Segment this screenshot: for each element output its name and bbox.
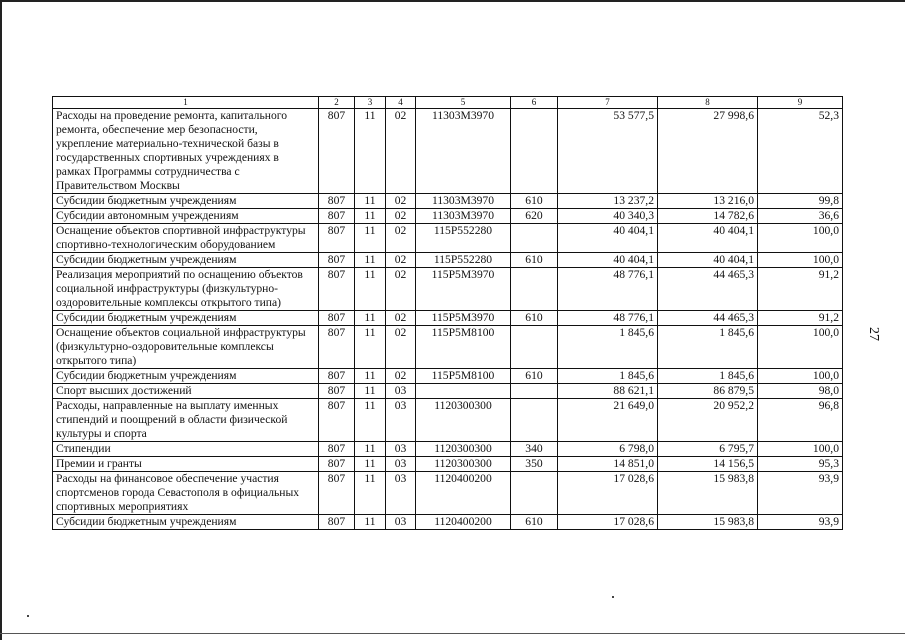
scan-speck xyxy=(27,615,29,617)
expense-name-cell: Субсидии бюджетным учреждениям xyxy=(53,369,319,384)
subsection-code-cell: 03 xyxy=(386,515,416,530)
section-code-cell: 11 xyxy=(355,399,386,442)
expense-type-cell: 610 xyxy=(511,253,558,268)
table-row xyxy=(53,326,843,369)
expense-type-cell: 620 xyxy=(511,209,558,224)
expense-type-cell: 610 xyxy=(511,515,558,530)
admin-code-cell: 807 xyxy=(319,515,355,530)
execution-percent-cell: 96,8 xyxy=(758,399,843,442)
expense-type-cell xyxy=(511,224,558,253)
expense-name-cell: Расходы на финансовое обеспечение участия спортсменов города Севастополя в официальных спортивных мероприятиях xyxy=(53,472,319,515)
scan-speck xyxy=(612,596,614,598)
executed-amount-cell: 14 156,5 xyxy=(658,457,758,472)
expense-name-cell: Оснащение объектов социальной инфраструктуры (физкультурно-оздоровительные комплексы открытого типа) xyxy=(53,326,319,369)
table-row xyxy=(53,194,843,209)
execution-percent-cell: 93,9 xyxy=(758,515,843,530)
admin-code-cell: 807 xyxy=(319,442,355,457)
executed-amount-cell: 1 845,6 xyxy=(658,369,758,384)
execution-percent-cell: 100,0 xyxy=(758,442,843,457)
expense-name-cell: Стипендии xyxy=(53,442,319,457)
execution-percent-cell: 98,0 xyxy=(758,384,843,399)
executed-amount-cell: 14 782,6 xyxy=(658,209,758,224)
table-row xyxy=(53,109,843,194)
approved-amount-cell: 21 649,0 xyxy=(558,399,658,442)
section-code-cell: 11 xyxy=(355,224,386,253)
section-code-cell: 11 xyxy=(355,369,386,384)
executed-amount-cell: 40 404,1 xyxy=(658,224,758,253)
executed-amount-cell: 86 879,5 xyxy=(658,384,758,399)
executed-amount-cell: 40 404,1 xyxy=(658,253,758,268)
expense-name-cell: Субсидии бюджетным учреждениям xyxy=(53,311,319,326)
section-code-cell: 11 xyxy=(355,472,386,515)
subsection-code-cell: 03 xyxy=(386,442,416,457)
target-article-cell: 1120300300 xyxy=(416,442,511,457)
executed-amount-cell: 15 983,8 xyxy=(658,515,758,530)
subsection-code-cell: 03 xyxy=(386,399,416,442)
expense-name-cell: Премии и гранты xyxy=(53,457,319,472)
approved-amount-cell: 14 851,0 xyxy=(558,457,658,472)
expense-name-cell: Реализация мероприятий по оснащению объектов социальной инфраструктуры (физкультурно-оздоровительные комплексы открытого типа) xyxy=(53,268,319,311)
page-number: 27 xyxy=(866,327,881,341)
execution-percent-cell: 91,2 xyxy=(758,268,843,311)
execution-percent-cell: 100,0 xyxy=(758,253,843,268)
subsection-code-cell: 02 xyxy=(386,311,416,326)
approved-amount-cell: 40 404,1 xyxy=(558,253,658,268)
approved-amount-cell: 48 776,1 xyxy=(558,268,658,311)
table-row xyxy=(53,399,843,442)
column-header: 9 xyxy=(758,97,843,109)
table-row xyxy=(53,515,843,530)
executed-amount-cell: 27 998,6 xyxy=(658,109,758,194)
expense-type-cell: 610 xyxy=(511,369,558,384)
approved-amount-cell: 6 798,0 xyxy=(558,442,658,457)
section-code-cell: 11 xyxy=(355,384,386,399)
approved-amount-cell: 17 028,6 xyxy=(558,515,658,530)
admin-code-cell: 807 xyxy=(319,384,355,399)
subsection-code-cell: 02 xyxy=(386,224,416,253)
budget-table xyxy=(52,96,843,530)
executed-amount-cell: 13 216,0 xyxy=(658,194,758,209)
section-code-cell: 11 xyxy=(355,457,386,472)
scan-frame-bottom xyxy=(0,633,905,634)
approved-amount-cell: 17 028,6 xyxy=(558,472,658,515)
approved-amount-cell: 88 621,1 xyxy=(558,384,658,399)
subsection-code-cell: 02 xyxy=(386,268,416,311)
target-article-cell: 115P5М3970 xyxy=(416,311,511,326)
target-article-cell: 1120400200 xyxy=(416,472,511,515)
expense-name-cell: Субсидии автономным учреждениям xyxy=(53,209,319,224)
admin-code-cell: 807 xyxy=(319,224,355,253)
approved-amount-cell: 40 340,3 xyxy=(558,209,658,224)
column-header: 8 xyxy=(658,97,758,109)
subsection-code-cell: 02 xyxy=(386,194,416,209)
expense-name-cell: Спорт высших достижений xyxy=(53,384,319,399)
expense-type-cell xyxy=(511,109,558,194)
approved-amount-cell: 1 845,6 xyxy=(558,326,658,369)
table-row xyxy=(53,311,843,326)
approved-amount-cell: 40 404,1 xyxy=(558,224,658,253)
admin-code-cell: 807 xyxy=(319,311,355,326)
column-header: 4 xyxy=(386,97,416,109)
subsection-code-cell: 02 xyxy=(386,109,416,194)
expense-type-cell: 610 xyxy=(511,194,558,209)
execution-percent-cell: 93,9 xyxy=(758,472,843,515)
approved-amount-cell: 48 776,1 xyxy=(558,311,658,326)
section-code-cell: 11 xyxy=(355,311,386,326)
admin-code-cell: 807 xyxy=(319,326,355,369)
target-article-cell: 115P5М8100 xyxy=(416,369,511,384)
executed-amount-cell: 15 983,8 xyxy=(658,472,758,515)
table-row xyxy=(53,253,843,268)
admin-code-cell: 807 xyxy=(319,253,355,268)
executed-amount-cell: 20 952,2 xyxy=(658,399,758,442)
table-row xyxy=(53,224,843,253)
table-row xyxy=(53,369,843,384)
target-article-cell: 11303М3970 xyxy=(416,109,511,194)
subsection-code-cell: 03 xyxy=(386,457,416,472)
target-article-cell: 115P5М8100 xyxy=(416,326,511,369)
approved-amount-cell: 53 577,5 xyxy=(558,109,658,194)
column-header: 5 xyxy=(416,97,511,109)
executed-amount-cell: 44 465,3 xyxy=(658,268,758,311)
table-row xyxy=(53,472,843,515)
column-number-row xyxy=(53,97,843,109)
approved-amount-cell: 13 237,2 xyxy=(558,194,658,209)
subsection-code-cell: 02 xyxy=(386,253,416,268)
column-header: 2 xyxy=(319,97,355,109)
target-article-cell: 1120300300 xyxy=(416,457,511,472)
expense-name-cell: Субсидии бюджетным учреждениям xyxy=(53,194,319,209)
approved-amount-cell: 1 845,6 xyxy=(558,369,658,384)
admin-code-cell: 807 xyxy=(319,369,355,384)
table-row xyxy=(53,442,843,457)
subsection-code-cell: 03 xyxy=(386,384,416,399)
execution-percent-cell: 100,0 xyxy=(758,369,843,384)
executed-amount-cell: 44 465,3 xyxy=(658,311,758,326)
table-row xyxy=(53,457,843,472)
table-body xyxy=(53,97,843,530)
section-code-cell: 11 xyxy=(355,253,386,268)
target-article-cell: 1120400200 xyxy=(416,515,511,530)
admin-code-cell: 807 xyxy=(319,472,355,515)
expense-type-cell: 610 xyxy=(511,311,558,326)
scan-frame-top xyxy=(0,0,905,2)
expense-name-cell: Субсидии бюджетным учреждениям xyxy=(53,515,319,530)
section-code-cell: 11 xyxy=(355,326,386,369)
executed-amount-cell: 1 845,6 xyxy=(658,326,758,369)
table-row xyxy=(53,209,843,224)
subsection-code-cell: 03 xyxy=(386,472,416,515)
section-code-cell: 11 xyxy=(355,194,386,209)
execution-percent-cell: 100,0 xyxy=(758,224,843,253)
subsection-code-cell: 02 xyxy=(386,209,416,224)
table-row xyxy=(53,384,843,399)
expense-type-cell xyxy=(511,472,558,515)
section-code-cell: 11 xyxy=(355,442,386,457)
execution-percent-cell: 91,2 xyxy=(758,311,843,326)
expense-type-cell xyxy=(511,268,558,311)
target-article-cell xyxy=(416,384,511,399)
admin-code-cell: 807 xyxy=(319,399,355,442)
column-header: 6 xyxy=(511,97,558,109)
expense-name-cell: Расходы, направленные на выплату именных стипендий и поощрений в области физической культуры и спорта xyxy=(53,399,319,442)
admin-code-cell: 807 xyxy=(319,268,355,311)
table-row xyxy=(53,268,843,311)
expense-type-cell xyxy=(511,399,558,442)
execution-percent-cell: 52,3 xyxy=(758,109,843,194)
execution-percent-cell: 36,6 xyxy=(758,209,843,224)
expense-type-cell: 340 xyxy=(511,442,558,457)
executed-amount-cell: 6 795,7 xyxy=(658,442,758,457)
expense-name-cell: Субсидии бюджетным учреждениям xyxy=(53,253,319,268)
column-header: 7 xyxy=(558,97,658,109)
target-article-cell: 1120300300 xyxy=(416,399,511,442)
expense-name-cell: Оснащение объектов спортивной инфраструктуры спортивно-технологическим оборудованием xyxy=(53,224,319,253)
execution-percent-cell: 100,0 xyxy=(758,326,843,369)
target-article-cell: 115P552280 xyxy=(416,253,511,268)
admin-code-cell: 807 xyxy=(319,209,355,224)
target-article-cell: 11303М3970 xyxy=(416,209,511,224)
admin-code-cell: 807 xyxy=(319,457,355,472)
target-article-cell: 11303М3970 xyxy=(416,194,511,209)
target-article-cell: 115P552280 xyxy=(416,224,511,253)
admin-code-cell: 807 xyxy=(319,109,355,194)
expense-name-cell: Расходы на проведение ремонта, капитального ремонта, обеспечение мер безопасности, укрепление материально-технической базы в государственных спортивных учреждениях в рамках Программы сотрудничества с Правительством Москвы xyxy=(53,109,319,194)
column-header: 3 xyxy=(355,97,386,109)
expense-type-cell xyxy=(511,326,558,369)
execution-percent-cell: 95,3 xyxy=(758,457,843,472)
section-code-cell: 11 xyxy=(355,109,386,194)
column-header: 1 xyxy=(53,97,319,109)
subsection-code-cell: 02 xyxy=(386,369,416,384)
target-article-cell: 115P5М3970 xyxy=(416,268,511,311)
subsection-code-cell: 02 xyxy=(386,326,416,369)
expense-type-cell xyxy=(511,384,558,399)
expense-type-cell: 350 xyxy=(511,457,558,472)
section-code-cell: 11 xyxy=(355,209,386,224)
section-code-cell: 11 xyxy=(355,268,386,311)
admin-code-cell: 807 xyxy=(319,194,355,209)
scan-frame-left xyxy=(0,0,2,640)
execution-percent-cell: 99,8 xyxy=(758,194,843,209)
section-code-cell: 11 xyxy=(355,515,386,530)
